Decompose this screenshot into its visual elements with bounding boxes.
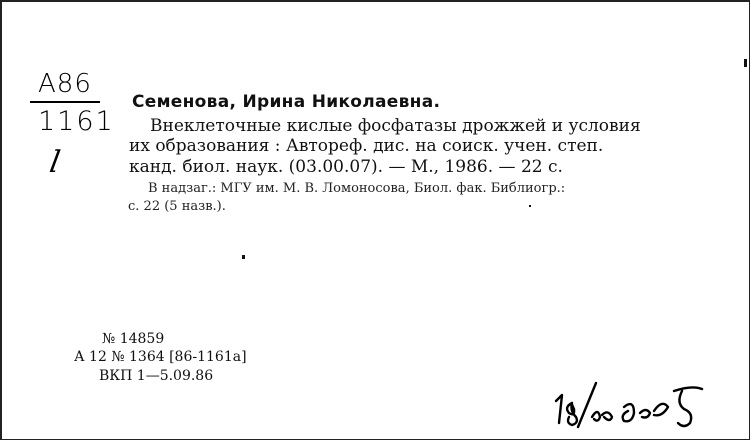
title-line-1: Внеклеточные кислые фосфатазы дрожжей и условия: [150, 116, 641, 136]
shelfmark-handwritten-mark: l: [46, 145, 63, 180]
accession-code: А 12 № 1364 [86-1161а]: [74, 349, 247, 365]
title-line-2: их образования : Автореф. дис. на соиск. учен. степ.: [129, 136, 604, 156]
ink-speck: [529, 205, 531, 207]
note-line-1: В надзаг.: МГУ им. М. В. Ломоносова, Биол. фак. Библиогр.:: [148, 181, 566, 196]
ink-speck: [242, 255, 245, 259]
title-line-3: канд. биол. наук. (03.00.07). — М., 1986. — 22 с.: [129, 157, 563, 177]
ink-speck: [744, 59, 747, 67]
shelfmark-bottom: 1161: [38, 106, 115, 137]
handwritten-date-note: [550, 377, 710, 432]
shelfmark-top: A86: [38, 69, 92, 99]
vkp-stamp: ВКП 1—5.09.86: [99, 368, 214, 384]
note-line-2: с. 22 (5 назв.).: [128, 199, 226, 214]
author-name: Семенова, Ирина Николаевна.: [132, 92, 441, 112]
accession-number: № 14859: [102, 331, 165, 347]
shelfmark-divider: [30, 101, 100, 103]
